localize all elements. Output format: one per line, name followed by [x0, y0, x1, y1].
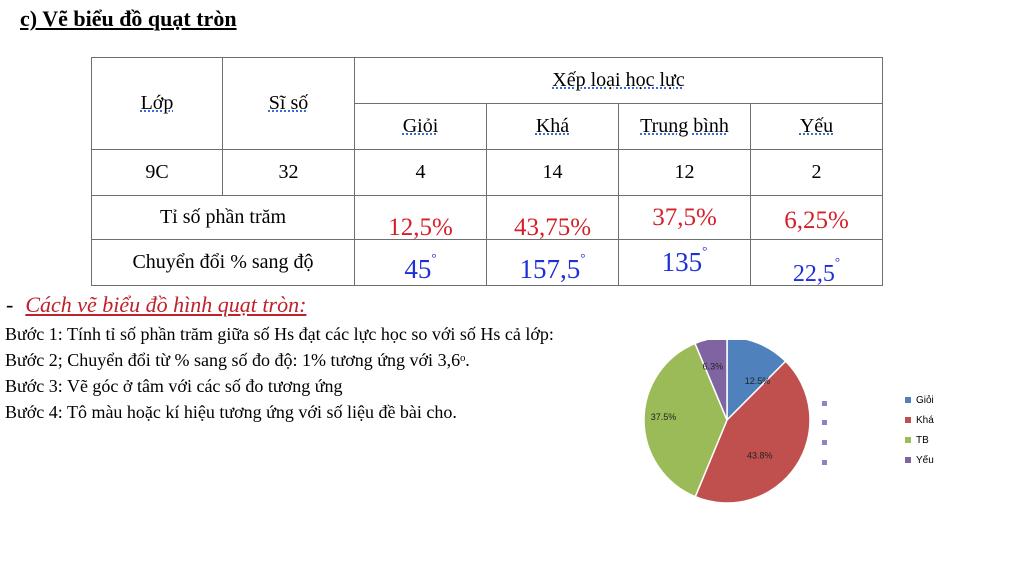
degree-tb: 135° — [619, 240, 751, 286]
cell-count-gioi: 4 — [355, 150, 487, 196]
data-table — [91, 57, 883, 286]
header-gioi: Giỏi — [355, 104, 487, 150]
pie-label-1: 43.8% — [747, 450, 773, 461]
page-heading: c) Vẽ biểu đồ quạt tròn — [20, 6, 237, 31]
percent-label: Tỉ số phần trăm — [92, 196, 355, 240]
legend-swatch-1 — [905, 417, 911, 423]
header-lop: Lớp — [92, 58, 223, 150]
step-1: Bước 1: Tính tỉ số phần trăm giữa số Hs đạt các lực học so với số Hs cả lớp: — [5, 324, 554, 344]
degree-gioi: 45° — [355, 240, 487, 286]
section-title: - Cách vẽ biểu đồ hình quạt tròn: — [6, 292, 307, 317]
percent-tb: 37,5% — [619, 196, 751, 240]
header-kha: Khá — [487, 104, 619, 150]
header-yeu: Yếu — [751, 104, 883, 150]
legend-item-3 — [905, 455, 934, 466]
stray-marker-0 — [822, 401, 827, 406]
legend-item-0 — [905, 395, 934, 406]
header-xep-loai: Xếp loại học lực — [355, 58, 883, 104]
cell-class: 9C — [92, 150, 223, 196]
percent-yeu: 6,25% — [751, 196, 883, 240]
degree-label: Chuyển đổi % sang độ — [92, 240, 355, 286]
steps-list — [5, 321, 554, 425]
pie-label-3: 6.3% — [702, 361, 724, 372]
stray-marker-1 — [822, 420, 827, 425]
step-2: Bước 2; Chuyển đổi từ % sang số đo độ: 1% tương ứng với 3,6ᵒ. — [5, 350, 470, 370]
legend-label-1: Khá — [916, 415, 934, 426]
legend-swatch-3 — [905, 457, 911, 463]
legend-label-2: TB — [916, 435, 929, 446]
step-4: Bước 4: Tô màu hoặc kí hiệu tương ứng với số liệu đề bài cho. — [5, 402, 457, 422]
pie-chart — [620, 340, 820, 525]
header-trung-binh: Trung bình — [619, 104, 751, 150]
legend-swatch-2 — [905, 437, 911, 443]
percent-gioi: 12,5% — [355, 196, 487, 240]
pie-label-2: 37.5% — [650, 412, 677, 423]
legend-label-0: Giỏi — [916, 395, 934, 406]
step-3: Bước 3: Vẽ góc ở tâm với các số đo tương ứng — [5, 376, 343, 396]
stray-marker-3 — [822, 460, 827, 465]
cell-count-tb: 12 — [619, 150, 751, 196]
cell-size: 32 — [223, 150, 355, 196]
pie-label-0: 12.5% — [744, 376, 771, 387]
legend-label-3: Yếu — [916, 455, 934, 466]
degree-yeu: 22,5° — [751, 240, 883, 286]
percent-kha: 43,75% — [487, 196, 619, 240]
cell-count-yeu: 2 — [751, 150, 883, 196]
cell-count-kha: 14 — [487, 150, 619, 196]
degree-kha: 157,5° — [487, 240, 619, 286]
legend-swatch-0 — [905, 397, 911, 403]
header-si-so: Sĩ số — [223, 58, 355, 150]
legend-item-2 — [905, 435, 929, 446]
legend-item-1 — [905, 415, 934, 426]
stray-marker-2 — [822, 440, 827, 445]
